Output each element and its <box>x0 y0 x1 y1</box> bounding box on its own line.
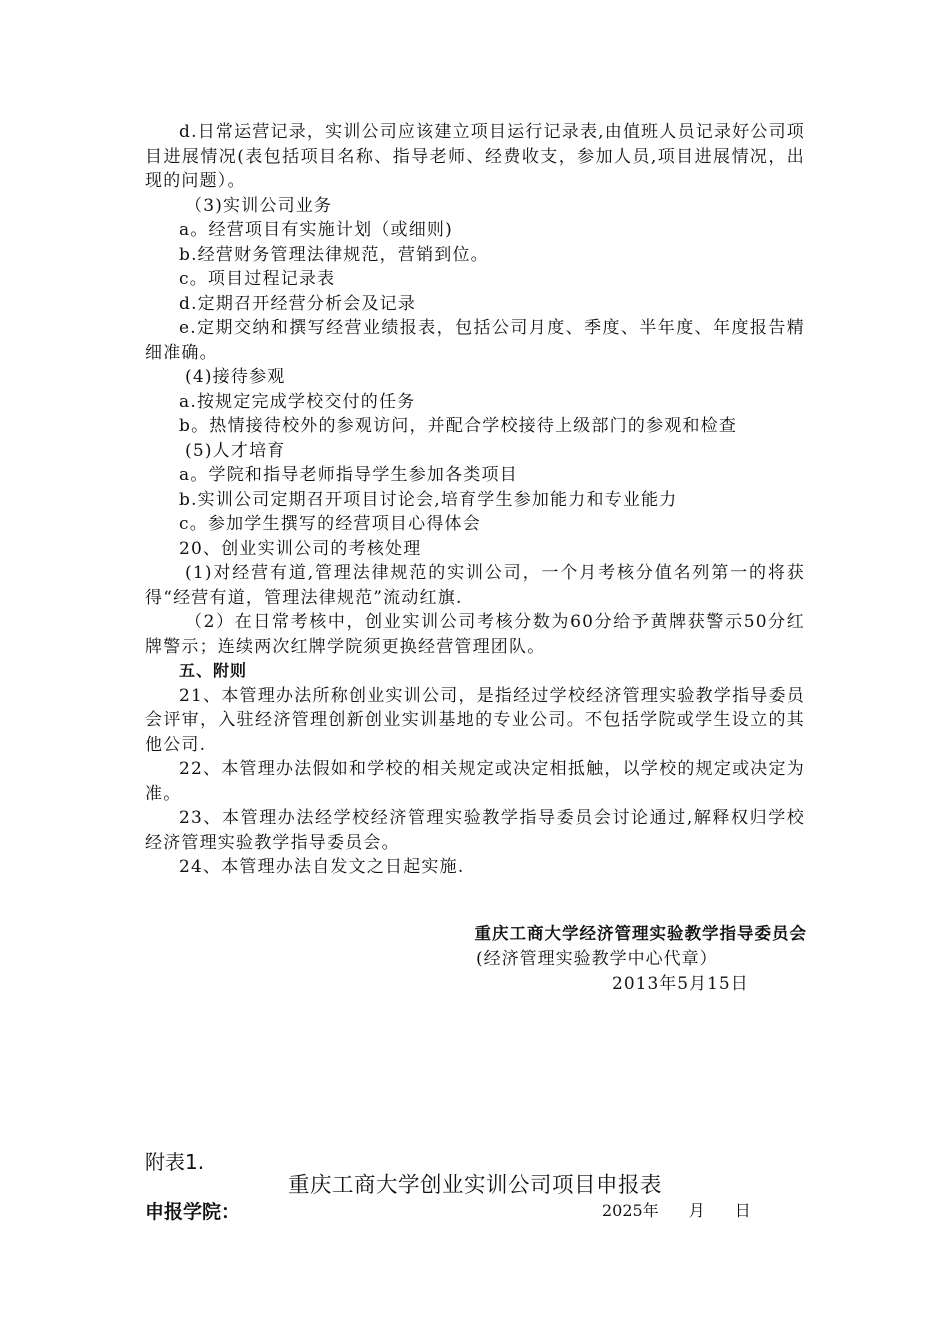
college-label: 申报学院： <box>145 1201 241 1223</box>
body-paragraph: （3)实训公司业务 <box>185 195 333 216</box>
body-paragraph: a.按规定完成学校交付的任务 <box>179 391 416 412</box>
body-paragraph: b.经营财务管理法律规范，营销到位。 <box>179 244 489 265</box>
body-paragraph: 23、本管理办法经学校经济管理实验教学指导委员会讨论通过,解释权归学校经济管理实验教学指导委员会。 <box>145 808 805 853</box>
body-paragraph: d.日常运营记录，实训公司应该建立项目运行记录表,由值班人员记录好公司项目进展情况(表包括项目名称、指导老师、经费收支，参加人员,项目进展情况，出现的问题）。 <box>145 122 805 191</box>
form-date <box>602 1198 751 1221</box>
body-paragraph: c。项目过程记录表 <box>179 269 336 289</box>
signature-seal-note: (经济管理实验教学中心代章） <box>476 949 718 969</box>
form-date-year: 2025年 <box>602 1201 659 1220</box>
body-paragraph: (4)接待参观 <box>185 367 286 387</box>
body-paragraph: 21、本管理办法所称创业实训公司，是指经过学校经济管理实验教学指导委员会评审，入驻经济管理创新创业实训基地的专业公司。不包括学院或学生设立的其他公司. <box>145 685 805 755</box>
body-paragraph: b。热情接待校外的参观访问，并配合学校接待上级部门的参观和检查 <box>179 416 738 436</box>
body-paragraph: 20、创业实训公司的考核处理 <box>179 538 422 559</box>
document-body <box>145 120 805 880</box>
body-paragraph: e.定期交纳和撰写经营业绩报表，包括公司月度、季度、半年度、年度报告精细准确。 <box>145 318 805 363</box>
body-paragraph: b.实训公司定期召开项目讨论会,培育学生参加能力和专业能力 <box>179 489 678 510</box>
body-paragraph: (5)人才培育 <box>185 440 286 461</box>
signature-date: 2013年5月15日 <box>612 974 749 994</box>
body-paragraph: a。经营项目有实施计划（或细则) <box>179 220 453 240</box>
form-date-day: 日 <box>734 1201 751 1220</box>
signature-organization: 重庆工商大学经济管理实验教学指导委员会 <box>474 924 807 943</box>
body-paragraph: （2）在日常考核中，创业实训公司考核分数为60分给予黄牌获警示50分红牌警示；连续两次红牌学院须更换经营管理团队。 <box>145 612 805 657</box>
body-paragraph: 24、本管理办法自发文之日起实施. <box>179 857 465 877</box>
body-paragraph: a。学院和指导老师指导学生参加各类项目 <box>179 465 518 485</box>
body-paragraph: (1)对经营有道,管理法律规范的实训公司，一个月考核分值名列第一的将获得“经营有道，管理法律规范”流动红旗. <box>145 563 805 608</box>
form-date-month: 月 <box>688 1201 705 1220</box>
body-paragraph: d.定期召开经营分析会及记录 <box>179 293 417 314</box>
section-heading: 五、附则 <box>179 661 248 680</box>
body-paragraph: c。参加学生撰写的经营项目心得体会 <box>179 514 481 534</box>
form-title: 重庆工商大学创业实训公司项目申报表 <box>287 1173 662 1198</box>
body-paragraph: 22、本管理办法假如和学校的相关规定或决定相抵触，以学校的规定或决定为准。 <box>145 759 805 804</box>
appendix-label: 附表1. <box>145 1150 205 1174</box>
